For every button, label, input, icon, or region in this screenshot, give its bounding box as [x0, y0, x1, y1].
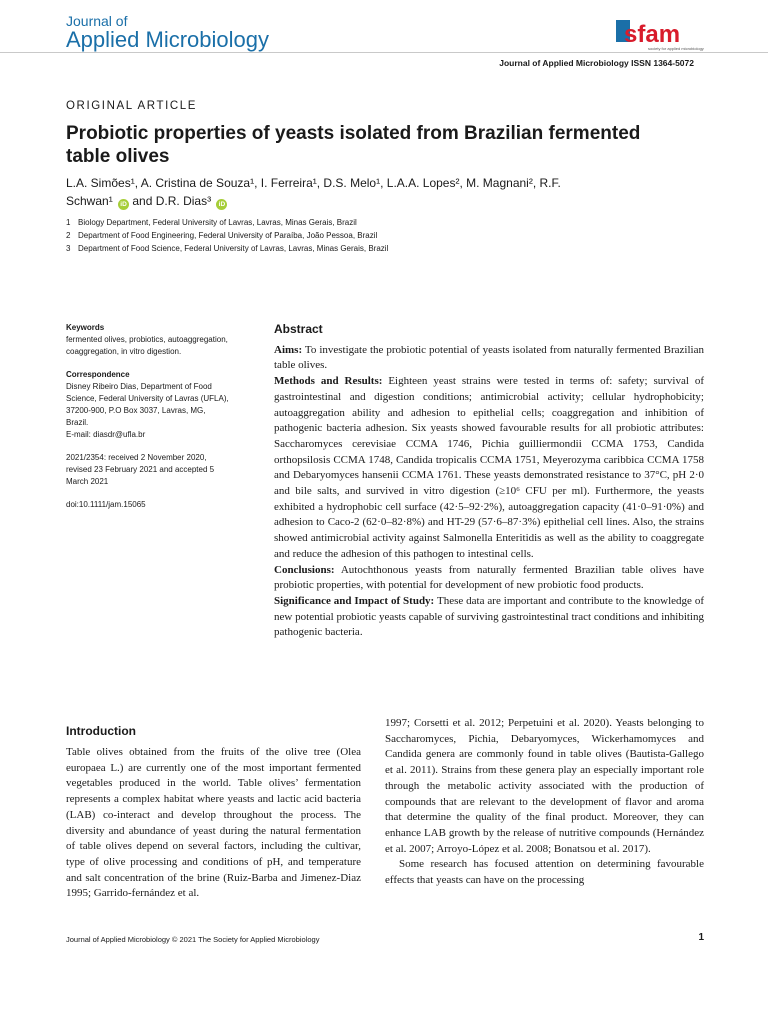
abstract-methods: Methods and Results: Eighteen yeast strains were tested in terms of: safety; survival of gastrointestinal and digestion conditions; antimicrobial activity; cellular hydrophobicity; autoaggregation ability and adhesion to epithelial cells; coaggregation and inhibition of pathogenic bacteria adhesion. Six yeasts showed favourable results for all probiotic attributes: Saccharomyces cerevisiae CCMA 1746, Pichia guilliermondii CCMA 1753, Candida orthopsilosis CCMA 1748, Candida tropicalis CCMA 1751, Meyerozyma caribbica CCMA 1758 and Debaryomyces hansenii CCMA 1761. These yeasts demonstrated resistance to 37°C, pH 2·0 and bile salts, and survived in vitro digestion (≥10⁶ CFU per ml). Furthermore, the yeasts exhibited a hydrophobic cell surface (42·5–92·2%), autoaggregation capacity (41·0–91·0%) and adhesion to Caco-2 (62·0–82·8%) and HT-29 (57·6–87·3%) epithelial cell lines. Also, the strains showed antimicrobial activity against Salmonella Enteritidis as well as the ability to coaggregate and reduce the adhesion of this pathogen to intestinal cells. [274, 375, 704, 560]
affiliation-item: 2 Department of Food Engineering, Federal University of Paraíba, João Pessoa, Brazil [66, 231, 378, 240]
affiliation-item: 3 Department of Food Science, Federal University of Lavras, Lavras, Minas Gerais, Brazil [66, 244, 389, 253]
abstract [274, 322, 704, 641]
article-title: Probiotic properties of yeasts isolated from Brazilian fermented table olives [66, 123, 641, 167]
abstract-significance: Significance and Impact of Study: These data are important and contribute to the knowledge of new potential probiotic yeasts capable of surviving gastrointestinal tract conditions and inhibiting pathogenic bacteria. [274, 594, 704, 639]
affiliations [66, 216, 388, 255]
author-dias: and D.R. Dias³ [132, 194, 212, 208]
author-list [66, 174, 706, 210]
journal-logo-small: Journal of [66, 13, 128, 29]
keywords-block [66, 322, 261, 358]
correspondence-line: Disney Ribeiro Dias, Department of Food [66, 382, 212, 391]
correspondence-email[interactable]: E-mail: diasdr@ufla.br [66, 430, 146, 439]
intro-paragraph: Table olives obtained from the fruits of the olive tree (Olea europaea L.) are currently one of the most important fermented vegetables produced in the world. Table olives’ fermentation represents a complex habitat where yeasts and lactic acid bacteria (LAB) co-interact and develop throughout the process. The diversity and abundance of yeast during the natural fermentation of table olives depend on several factors, including the cultivar, type of olive processing and conditions of pH, and temperature and salt concentration of the brine (Ruiz-Barba and Jimenez-Diaz 1995; Garrido-fernández et al. [66, 746, 361, 900]
history-block [66, 452, 261, 488]
history-line: revised 23 February 2021 and accepted 5 [66, 465, 215, 474]
author-schwan: Schwan¹ [66, 194, 113, 208]
footer-copyright: Journal of Applied Microbiology © 2021 The Society for Applied Microbiology [66, 935, 320, 944]
abstract-conclusions: Conclusions: Autochthonous yeasts from naturally fermented Brazilian table olives have probiotic properties, with potential for development of new probiotic food products. [274, 563, 704, 592]
affiliation-item: 1 Biology Department, Federal University of Lavras, Lavras, Minas Gerais, Brazil [66, 218, 357, 227]
intro-paragraph: 1997; Corsetti et al. 2012; Perpetuini et al. 2020). Yeasts belonging to Saccharomyces, Pichia, Debaryomyces, Wickerhamomyces and Candida genera are commonly found in table olives (Bautista-Gallego et al. 2011). Strains from these genera play an especially important role through the metabolic activity associated with the production of compounds that are relevant to the development of flavor and aroma that determine the quality of the final product. Moreover, they can enhance LAB growth by the release of nutritive compounds (Hernández et al. 2007; Arroyo-López et al. 2008; Bonatsou et al. 2017). [385, 717, 704, 855]
correspondence-line: 37200-900, P.O Box 3037, Lavras, MG, [66, 406, 206, 415]
sidebar [66, 322, 261, 522]
sfam-tagline: society for applied microbiology [648, 46, 704, 51]
keywords-text: fermented olives, probiotics, autoaggregation, coaggregation, in vitro digestion. [66, 335, 228, 356]
correspondence-heading: Correspondence [66, 370, 130, 379]
correspondence-line: Brazil. [66, 418, 89, 427]
abstract-aims: Aims: To investigate the probiotic potential of yeasts isolated from naturally fermented Brazilian table olives. [274, 343, 704, 372]
abstract-heading: Abstract [274, 322, 323, 336]
doi-link[interactable]: doi:10.1111/jam.15065 [66, 500, 146, 509]
introduction-heading: Introduction [66, 724, 136, 738]
page-number: 1 [698, 932, 704, 943]
correspondence-block [66, 369, 261, 441]
orcid-icon[interactable]: iD [216, 199, 227, 210]
correspondence-line: Science, Federal University of Lavras (UFLA), [66, 394, 229, 403]
sfam-logo-text: sfam [624, 21, 681, 48]
authors-line-1: L.A. Simões¹, A. Cristina de Souza¹, I. Ferreira¹, D.S. Melo¹, L.A.A. Lopes², M. Magnani², R.F. [66, 176, 561, 190]
issn-line: Journal of Applied Microbiology ISSN 1364-5072 [499, 58, 694, 68]
article-type: ORIGINAL ARTICLE [66, 100, 198, 112]
intro-column-2 [385, 716, 704, 889]
authors-line-2 [66, 192, 706, 210]
history-line: March 2021 [66, 477, 109, 486]
sfam-logo [614, 14, 704, 54]
keywords-heading: Keywords [66, 323, 105, 332]
intro-column-1 [66, 745, 361, 902]
intro-paragraph: Some research has focused attention on determining favourable effects that yeasts can have on the processing [385, 858, 704, 887]
journal-logo-big: Applied Microbiology [66, 27, 269, 52]
history-line: 2021/2354: received 2 November 2020, [66, 453, 207, 462]
journal-logo [66, 14, 269, 51]
orcid-icon[interactable]: iD [118, 199, 129, 210]
